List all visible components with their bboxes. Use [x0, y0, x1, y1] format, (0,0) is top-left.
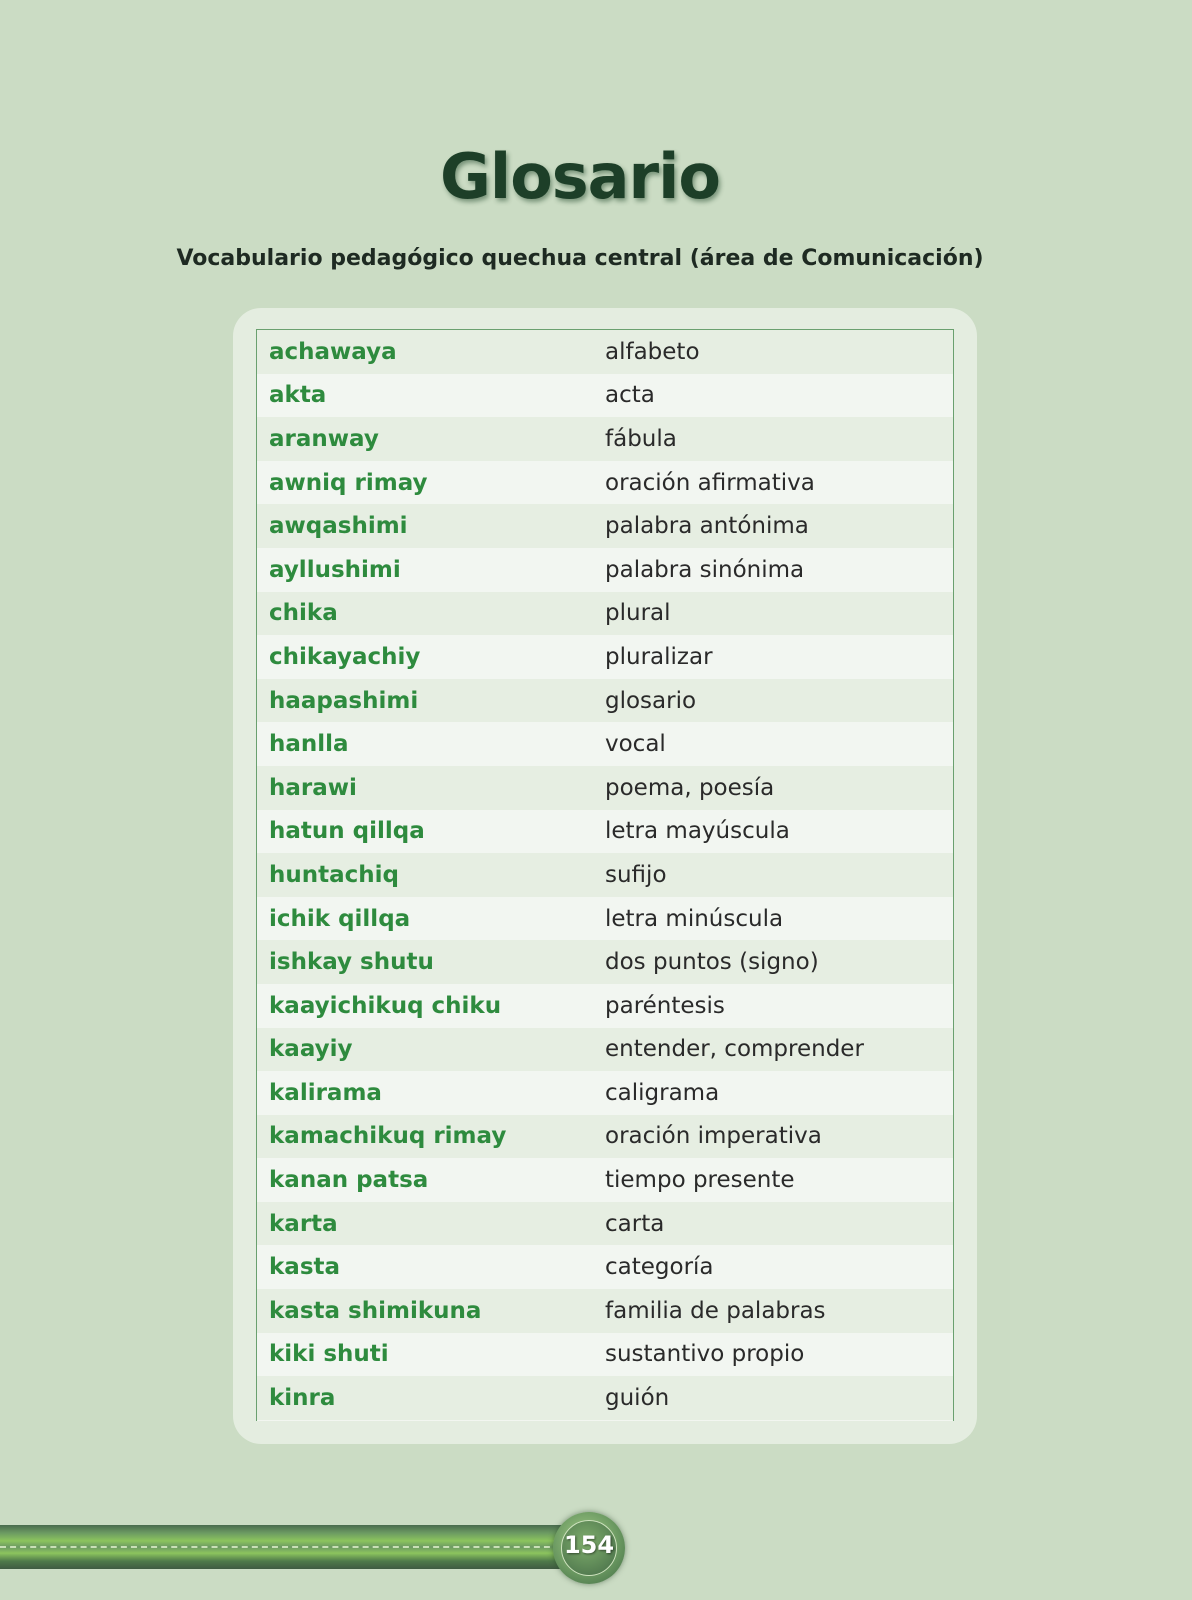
- table-row: [257, 722, 953, 766]
- quechua-term: kaayiy: [269, 1036, 353, 1063]
- spanish-translation: entender, comprender: [605, 1036, 864, 1063]
- table-row: [257, 1376, 953, 1420]
- spanish-translation: tiempo presente: [605, 1167, 795, 1194]
- table-row: [257, 1071, 953, 1115]
- spanish-translation: acta: [605, 382, 655, 409]
- page-title: Glosario: [440, 140, 720, 213]
- table-row: [257, 635, 953, 679]
- spanish-translation: plural: [605, 600, 671, 627]
- spanish-translation: paréntesis: [605, 992, 725, 1019]
- quechua-term: kasta shimikuna: [269, 1297, 482, 1324]
- spanish-translation: fábula: [605, 425, 677, 452]
- table-row: [257, 853, 953, 897]
- quechua-term: haapashimi: [269, 687, 419, 714]
- quechua-term: kiki shuti: [269, 1341, 389, 1368]
- table-row: [257, 1158, 953, 1202]
- table-row: [257, 1028, 953, 1072]
- quechua-term: awqashimi: [269, 513, 408, 540]
- table-row: [257, 374, 953, 418]
- table-row: [257, 1289, 953, 1333]
- quechua-term: huntachiq: [269, 861, 399, 888]
- spanish-translation: glosario: [605, 687, 697, 714]
- quechua-term: hanlla: [269, 731, 349, 758]
- quechua-term: harawi: [269, 774, 357, 801]
- spanish-translation: guión: [605, 1385, 670, 1412]
- quechua-term: kasta: [269, 1254, 341, 1281]
- table-row: [257, 592, 953, 636]
- quechua-term: kaayichikuq chiku: [269, 992, 502, 1019]
- spanish-translation: alfabeto: [605, 338, 700, 365]
- quechua-term: chika: [269, 600, 338, 627]
- table-row: [257, 1115, 953, 1159]
- spanish-translation: dos puntos (signo): [605, 949, 819, 976]
- table-row: [257, 810, 953, 854]
- quechua-term: karta: [269, 1210, 338, 1237]
- spanish-translation: pluralizar: [605, 643, 713, 670]
- spanish-translation: letra mayúscula: [605, 818, 790, 845]
- quechua-term: kalirama: [269, 1079, 382, 1106]
- quechua-term: hatun qillqa: [269, 818, 425, 845]
- spanish-translation: palabra antónima: [605, 513, 809, 540]
- table-row: [257, 330, 953, 374]
- spanish-translation: sustantivo propio: [605, 1341, 805, 1368]
- quechua-term: kinra: [269, 1385, 336, 1412]
- quechua-term: awniq rimay: [269, 469, 428, 496]
- spanish-translation: caligrama: [605, 1079, 720, 1106]
- quechua-term: achawaya: [269, 338, 397, 365]
- spanish-translation: carta: [605, 1210, 665, 1237]
- spanish-translation: categoría: [605, 1254, 714, 1281]
- spanish-translation: sufijo: [605, 861, 667, 888]
- glossary-table: [256, 329, 954, 1421]
- table-row: [257, 940, 953, 984]
- spanish-translation: oración afirmativa: [605, 469, 815, 496]
- table-row: [257, 897, 953, 941]
- table-row: [257, 679, 953, 723]
- quechua-term: aranway: [269, 425, 379, 452]
- table-row: [257, 417, 953, 461]
- spanish-translation: vocal: [605, 731, 666, 758]
- quechua-term: kamachikuq rimay: [269, 1123, 507, 1150]
- table-row: [257, 766, 953, 810]
- page-subtitle: Vocabulario pedagógico quechua central (área de Comunicación): [176, 246, 984, 271]
- quechua-term: ishkay shutu: [269, 949, 434, 976]
- quechua-term: ichik qillqa: [269, 905, 411, 932]
- table-row: [257, 461, 953, 505]
- table-row: [257, 1333, 953, 1377]
- table-row: [257, 1202, 953, 1246]
- table-row: [257, 1245, 953, 1289]
- spanish-translation: familia de palabras: [605, 1297, 826, 1324]
- spanish-translation: letra minúscula: [605, 905, 784, 932]
- table-row: [257, 548, 953, 592]
- table-row: [257, 504, 953, 548]
- quechua-term: ayllushimi: [269, 556, 401, 583]
- spanish-translation: poema, poesía: [605, 774, 775, 801]
- quechua-term: kanan patsa: [269, 1167, 429, 1194]
- page-number: 154: [563, 1531, 615, 1559]
- table-row: [257, 984, 953, 1028]
- spanish-translation: palabra sinónima: [605, 556, 805, 583]
- footer-band-stitch: [0, 1546, 560, 1548]
- quechua-term: chikayachiy: [269, 643, 421, 670]
- spanish-translation: oración imperativa: [605, 1123, 822, 1150]
- quechua-term: akta: [269, 382, 327, 409]
